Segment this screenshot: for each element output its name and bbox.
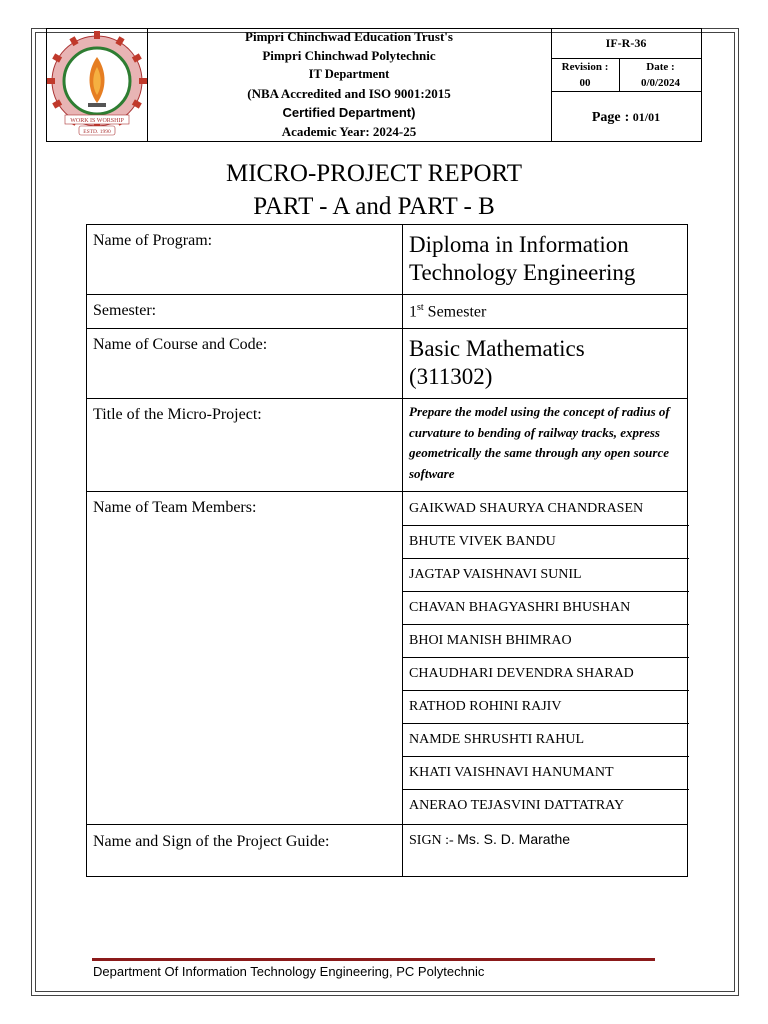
team-member: BHUTE VIVEK BANDU — [403, 525, 689, 559]
institute-logo — [47, 29, 147, 141]
revision-label: Revision : — [561, 61, 609, 73]
team-member: CHAVAN BHAGYASHRI BHUSHAN — [403, 591, 689, 625]
document-header — [46, 28, 702, 142]
svg-text:ESTD. 1990: ESTD. 1990 — [83, 129, 111, 135]
semester-number: 1 — [409, 303, 417, 321]
course-value-line-2: (311302) — [409, 364, 493, 389]
course-value — [403, 329, 687, 398]
date-cell — [620, 58, 701, 92]
project-guide-sign — [403, 825, 687, 876]
semester-label: Semester: — [87, 295, 403, 328]
semester-word: Semester — [423, 303, 487, 321]
logo-cell — [47, 29, 148, 141]
team-member: KHATI VAISHNAVI HANUMANT — [403, 756, 689, 790]
team-member: BHOI MANISH BHIMRAO — [403, 624, 689, 658]
svg-text:WORK IS WORSHIP: WORK IS WORSHIP — [70, 118, 124, 124]
team-members-label: Name of Team Members: — [87, 492, 403, 824]
row-semester — [86, 294, 688, 329]
footer-rule — [92, 958, 655, 961]
row-program — [86, 224, 688, 295]
date-value: 0/0/2024 — [640, 77, 681, 89]
accreditation-line-a: (NBA Accredited and ISO 9001:2015 — [247, 86, 451, 101]
team-member: ANERAO TEJASVINI DATTATRAY — [409, 798, 625, 813]
semester-value — [403, 295, 687, 328]
page-value: 01/01 — [632, 110, 661, 124]
row-project-title — [86, 398, 688, 492]
report-title: MICRO-PROJECT REPORT — [225, 160, 522, 187]
team-member: CHAUDHARI DEVENDRA SHARAD — [403, 657, 689, 691]
row-team-members — [86, 491, 688, 825]
department-name: IT Department — [308, 67, 390, 81]
institute-name: Pimpri Chinchwad Polytechnic — [262, 48, 436, 63]
team-member: RATHOD ROHINI RAJIV — [403, 690, 689, 724]
trust-name: Pimpri Chinchwad Education Trust's — [245, 29, 453, 44]
semester-suffix: st — [417, 302, 424, 313]
row-course — [86, 328, 688, 399]
page-cell — [551, 92, 701, 141]
form-code: IF-R-36 — [551, 29, 701, 59]
revision-cell — [551, 58, 620, 92]
course-value-line-1: Basic Mathematics — [409, 336, 585, 361]
program-value-line-1: Diploma in Information — [409, 232, 629, 257]
header-institution-block — [147, 29, 552, 141]
project-title-value: Prepare the model using the concept of radius of curvature to bending of railway tracks, express geometrically the same through any open source software — [409, 404, 670, 481]
program-label: Name of Program: — [87, 225, 403, 294]
page-separator: : — [624, 110, 633, 125]
revision-value: 00 — [579, 77, 591, 89]
project-guide-label: Name and Sign of the Project Guide: — [87, 825, 403, 876]
program-value-line-2: Technology Engineering — [409, 260, 636, 285]
page-label: Page — [591, 110, 621, 125]
accreditation-line-b: Certified Department) — [282, 105, 416, 120]
footer-text: Department Of Information Technology Engineering, PC Polytechnic — [93, 964, 485, 979]
academic-year: Academic Year: 2024-25 — [281, 124, 417, 139]
program-value — [403, 225, 687, 294]
date-label: Date : — [646, 61, 675, 73]
header-meta-block — [551, 29, 701, 141]
course-label: Name of Course and Code: — [87, 329, 403, 398]
row-project-guide — [86, 824, 688, 877]
team-member: JAGTAP VAISHNAVI SUNIL — [403, 558, 689, 592]
report-subtitle: PART - A and PART - B — [253, 193, 495, 220]
guide-name: Ms. S. D. Marathe — [457, 831, 571, 847]
team-member: GAIKWAD SHAURYA CHANDRASEN — [403, 492, 689, 526]
guide-sign-prefix: SIGN :- — [409, 833, 458, 848]
team-member: NAMDE SHRUSHTI RAHUL — [403, 723, 689, 757]
project-title-label: Title of the Micro-Project: — [87, 399, 403, 491]
